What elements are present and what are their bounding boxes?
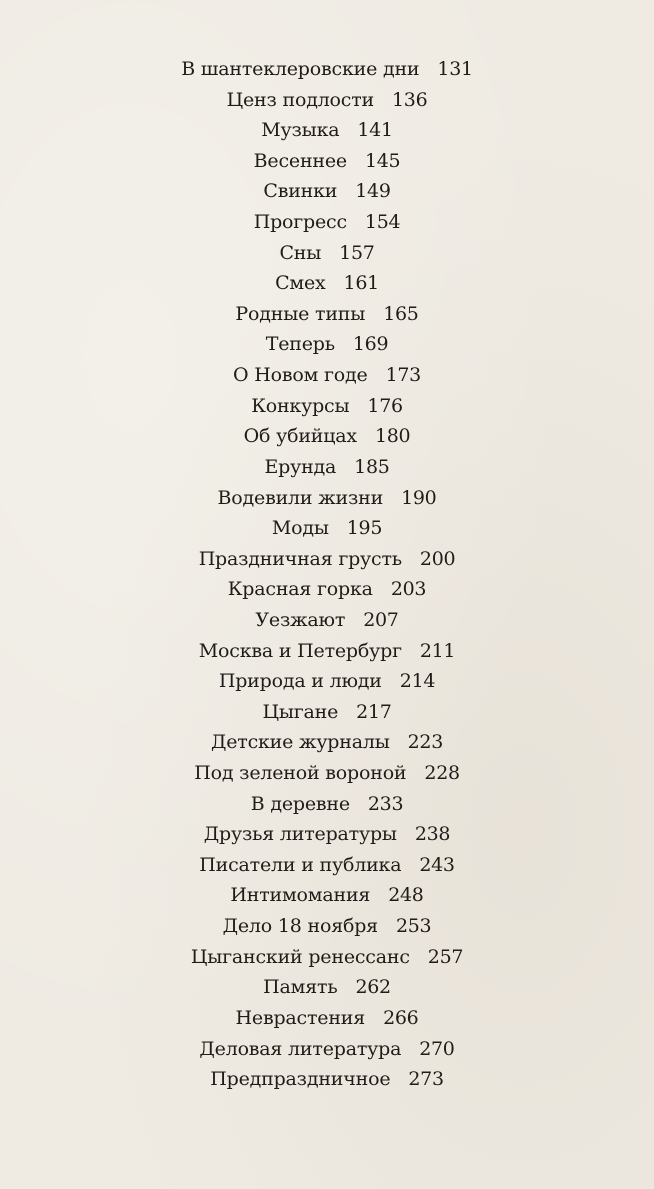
toc-entry (0, 176, 654, 207)
toc-entry-page-number: 233 (367, 792, 404, 815)
toc-entry-page-number: 136 (392, 88, 428, 111)
toc-entry-title: Ерунда (264, 455, 337, 478)
toc-entry (0, 1034, 654, 1065)
toc-entry-page-number: 266 (383, 1006, 419, 1029)
toc-entry (0, 819, 654, 850)
toc-entry-title: В деревне (250, 792, 350, 815)
toc-entry-page-number: 243 (419, 853, 455, 876)
toc-entry-page-number: 165 (383, 302, 419, 325)
toc-entry-title: Музыка (261, 119, 340, 142)
toc-entry-page-number: 214 (399, 670, 436, 693)
toc-entry (0, 329, 654, 360)
toc-entry (0, 452, 654, 483)
toc-entry (0, 238, 654, 269)
toc-entry-title: Уезжают (255, 608, 346, 631)
toc-entry (0, 1064, 654, 1095)
toc-entry-title: Цыгане (262, 700, 339, 723)
toc-entry (0, 911, 654, 942)
toc-entry-title: Ценз подлости (226, 88, 375, 111)
toc-entry-title: Детские журналы (210, 731, 390, 754)
toc-entry-page-number: 217 (356, 700, 392, 723)
toc-entry (0, 483, 654, 514)
toc-entry (0, 544, 654, 575)
toc-entry (0, 115, 654, 146)
toc-entry-title: Писатели и публика (199, 853, 402, 876)
toc-entry-title: Водевили жизни (217, 486, 384, 509)
toc-entry-title: Дело 18 ноября (222, 915, 378, 938)
toc-entry-title: Конкурсы (251, 394, 350, 417)
toc-entry-page-number: 195 (346, 517, 383, 540)
toc-entry-title: О Новом годе (233, 364, 368, 387)
toc-entry-title: Под зеленой вороной (194, 762, 407, 785)
toc-entry-title: Цыганский ренессанс (190, 945, 410, 968)
toc-entry (0, 268, 654, 299)
toc-entry (0, 574, 654, 605)
toc-entry (0, 880, 654, 911)
toc-entry-page-number: 273 (408, 1068, 444, 1091)
toc-entry-title: Москва и Петербург (198, 639, 402, 662)
toc-entry-title: Интимомания (230, 884, 371, 907)
toc-entry-page-number: 207 (363, 608, 399, 631)
toc-entry-page-number: 253 (395, 915, 432, 938)
toc-entry-page-number: 176 (367, 394, 403, 417)
toc-entry (0, 1003, 654, 1034)
toc-entry-page-number: 141 (357, 119, 393, 142)
toc-entry-page-number: 161 (343, 272, 379, 295)
toc-entry-page-number: 173 (385, 364, 421, 387)
toc-entry-page-number: 238 (414, 823, 451, 846)
toc-entry-page-number: 228 (424, 762, 460, 785)
toc-entry-title: Прогресс (253, 211, 347, 234)
toc-entry-page-number: 200 (419, 547, 456, 570)
toc-entry (0, 513, 654, 544)
toc-entry (0, 391, 654, 422)
toc-entry-title: Праздничная грусть (198, 547, 402, 570)
toc-entry-page-number: 211 (419, 639, 456, 662)
toc-entry (0, 789, 654, 820)
toc-entry (0, 666, 654, 697)
toc-entry-title: Друзья литературы (203, 823, 397, 846)
toc-entry-page-number: 149 (355, 180, 391, 203)
toc-entry (0, 54, 654, 85)
toc-entry-page-number: 157 (339, 241, 375, 264)
toc-entry-page-number: 180 (374, 425, 411, 448)
toc-entry-page-number: 169 (352, 333, 389, 356)
toc-entry-title: Весеннее (253, 149, 347, 172)
toc-entry (0, 146, 654, 177)
toc-entry (0, 360, 654, 391)
toc-entry-page-number: 145 (364, 149, 401, 172)
toc-entry-title: Сны (279, 241, 322, 264)
toc-entry-title: Родные типы (235, 302, 366, 325)
toc-entry-page-number: 131 (437, 58, 473, 80)
toc-entry-title: Деловая литература (199, 1037, 402, 1060)
toc-entry-title: Теперь (265, 333, 335, 356)
toc-entry-page-number: 190 (401, 486, 437, 509)
toc-entry-page-number: 154 (364, 211, 401, 234)
toc-entry-title: Свинки (263, 180, 338, 203)
toc-entry-page-number: 257 (427, 945, 464, 968)
toc-entry-title: Неврастения (235, 1006, 366, 1029)
toc-entry (0, 942, 654, 973)
toc-entry (0, 85, 654, 116)
toc-entry (0, 605, 654, 636)
toc-entry-title: Об убийцах (243, 425, 357, 448)
toc-entry-page-number: 185 (354, 455, 390, 478)
toc-entry-page-number: 270 (419, 1037, 455, 1060)
toc-entry (0, 207, 654, 238)
toc-entry (0, 972, 654, 1003)
toc-entry-title: Красная горка (227, 578, 373, 601)
toc-entry-title: Память (263, 976, 338, 999)
toc-entry (0, 727, 654, 758)
toc-entry-title: Моды (271, 517, 329, 540)
toc-entry (0, 636, 654, 667)
toc-entry (0, 850, 654, 881)
toc-entry-title: Смех (275, 272, 326, 295)
table-of-contents (0, 54, 654, 1095)
toc-entry-page-number: 223 (407, 731, 444, 754)
toc-entry (0, 299, 654, 330)
toc-entry-page-number: 248 (388, 884, 424, 907)
toc-entry-title: В шантеклеровские дни (181, 58, 420, 80)
toc-entry (0, 697, 654, 728)
toc-entry-page-number: 203 (390, 578, 427, 601)
toc-entry-page-number: 262 (355, 976, 391, 999)
toc-entry (0, 421, 654, 452)
toc-entry (0, 758, 654, 789)
toc-entry-title: Предпраздничное (210, 1068, 391, 1091)
toc-entry-title: Природа и люди (218, 670, 382, 693)
